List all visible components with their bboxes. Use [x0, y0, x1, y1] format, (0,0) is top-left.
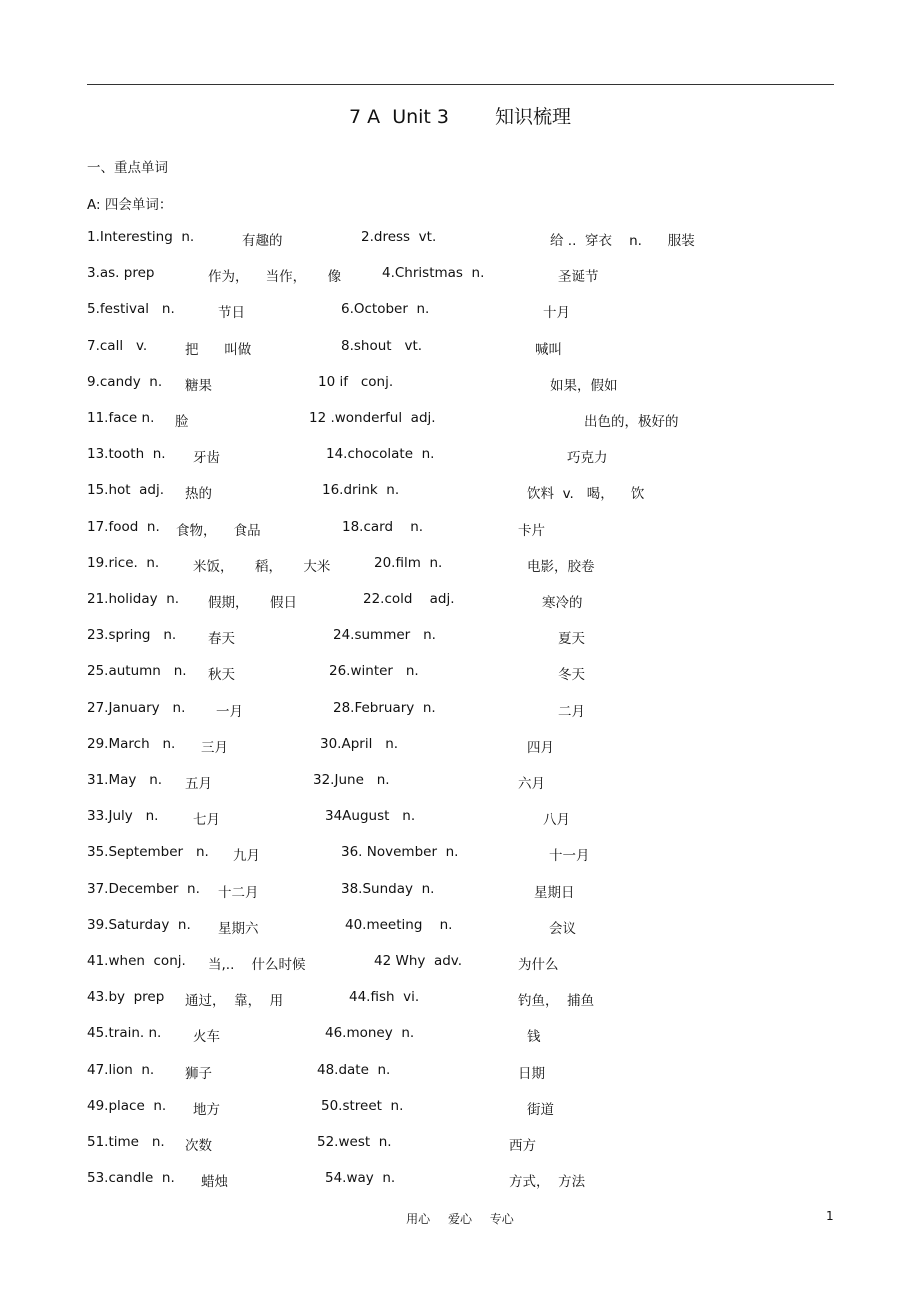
vocab-meaning: 夏天 [558, 631, 585, 648]
vocab-meaning: 十一月 [549, 848, 590, 865]
vocab-row [87, 591, 847, 611]
vocab-word: 22.cold adj. [363, 591, 455, 607]
vocab-word: 47.lion n. [87, 1061, 155, 1078]
vocab-meaning: 米饭， 稻， 大米 [193, 558, 331, 575]
vocab-row [87, 989, 847, 1009]
vocab-word: 39.Saturday n. [87, 916, 191, 933]
vocab-word: 32.June n. [313, 772, 390, 788]
vocab-word: 37.December n. [87, 880, 200, 897]
vocab-word: 14.chocolate n. [326, 446, 435, 463]
page-title [0, 102, 920, 129]
vocab-meaning: 方式， 方法 [509, 1174, 586, 1191]
vocab-row [87, 1025, 847, 1045]
vocab-word: 43.by prep [87, 989, 165, 1006]
vocab-row [87, 555, 847, 575]
vocab-meaning: 把 叫做 [185, 341, 252, 358]
vocab-word: 38.Sunday n. [341, 880, 435, 897]
vocab-meaning: 当,.. 什么时候 [208, 957, 306, 973]
vocab-meaning: 饮料 v. 喝， 饮 [527, 486, 645, 503]
vocab-word: 11.face n. [87, 410, 155, 426]
vocab-word: 31.May n. [87, 772, 163, 788]
vocab-row [87, 736, 847, 756]
vocab-meaning: 作为， 当作， 像 [208, 269, 342, 286]
vocab-word: 48.date n. [317, 1061, 391, 1078]
vocab-word: 53.candle n. [87, 1170, 175, 1187]
vocab-meaning: 火车 [193, 1029, 220, 1046]
vocab-row [87, 953, 847, 973]
vocab-word: 15.hot adj. [87, 482, 165, 499]
title-unit: 7 A Unit 3 [348, 106, 449, 128]
vocab-meaning: 脸 [175, 414, 189, 430]
vocab-word: 33.July n. [87, 808, 159, 825]
vocab-meaning: 西方 [509, 1138, 536, 1154]
vocab-word: 18.card n. [342, 518, 424, 535]
vocab-meaning: 钓鱼， 捕鱼 [518, 993, 595, 1010]
vocab-meaning: 八月 [543, 812, 570, 829]
footer-motto: 用心 爱心 专心 [406, 1212, 514, 1226]
vocab-word: 50.street n. [321, 1097, 404, 1114]
vocab-word: 5.festival n. [87, 301, 175, 318]
header-rule [87, 84, 834, 85]
vocab-meaning: 十二月 [218, 884, 259, 901]
vocab-row [87, 374, 847, 394]
vocab-meaning: 五月 [185, 776, 212, 792]
vocab-word: 19.rice. n. [87, 554, 160, 571]
vocab-word: 54.way n. [325, 1170, 396, 1187]
vocab-word: 16.drink n. [322, 482, 400, 499]
vocab-word: 51.time n. [87, 1134, 165, 1150]
vocab-word: 10 if conj. [318, 373, 394, 390]
vocab-row [87, 1098, 847, 1118]
vocab-row [87, 301, 847, 321]
vocab-row [87, 410, 847, 430]
vocab-word: 23.spring n. [87, 627, 177, 644]
vocab-row [87, 229, 847, 249]
vocab-meaning: 热的 [185, 486, 212, 503]
vocab-word: 24.summer n. [333, 627, 436, 644]
vocab-word: 17.food n. [87, 518, 160, 535]
vocab-meaning: 四月 [527, 739, 554, 756]
vocab-meaning: 寒冷的 [542, 595, 583, 611]
vocab-meaning: 狮子 [185, 1065, 212, 1082]
vocab-meaning: 六月 [518, 776, 545, 792]
vocab-meaning: 蜡烛 [201, 1174, 228, 1191]
vocab-word: 26.winter n. [329, 663, 419, 680]
vocab-meaning: 圣诞节 [558, 269, 599, 286]
vocab-meaning: 二月 [558, 703, 585, 720]
vocab-meaning: 秋天 [208, 667, 235, 684]
vocab-row [87, 1062, 847, 1082]
vocab-word: 40.meeting n. [345, 916, 453, 933]
subsection-heading: A: 四会单词： [87, 197, 173, 213]
vocab-meaning: 通过， 靠， 用 [185, 993, 284, 1010]
vocab-meaning: 星期日 [534, 884, 575, 901]
vocab-row [87, 627, 847, 647]
vocab-word: 8.shout vt. [341, 337, 423, 354]
vocab-meaning: 春天 [208, 631, 235, 648]
vocab-meaning: 星期六 [218, 920, 259, 937]
vocab-word: 30.April n. [320, 735, 399, 752]
vocab-meaning: 冬天 [558, 667, 585, 684]
vocab-row [87, 519, 847, 539]
vocab-meaning: 假期， 假日 [208, 595, 297, 611]
vocab-word: 44.fish vi. [349, 989, 420, 1006]
vocab-word: 41.when conj. [87, 953, 186, 969]
vocab-word: 9.candy n. [87, 373, 163, 390]
vocab-word: 21.holiday n. [87, 591, 180, 607]
vocab-word: 27.January n. [87, 699, 186, 716]
vocab-meaning: 食物， 食品 [176, 522, 261, 539]
vocab-meaning: 为什么 [518, 957, 559, 973]
vocab-word: 29.March n. [87, 735, 176, 752]
vocab-word: 1.Interesting n. [87, 229, 195, 245]
vocab-row [87, 881, 847, 901]
vocab-word: 34August n. [325, 808, 416, 825]
vocab-row [87, 1170, 847, 1190]
vocab-word: 20.film n. [374, 554, 443, 571]
vocab-meaning: 日期 [518, 1065, 545, 1082]
vocab-row [87, 482, 847, 502]
vocab-meaning: 牙齿 [193, 450, 220, 467]
vocab-row [87, 917, 847, 937]
title-topic: 知识梳理 [495, 106, 572, 128]
vocab-word: 28.February n. [333, 699, 436, 716]
vocab-meaning: 节日 [218, 305, 245, 322]
vocab-meaning: 出色的，极好的 [584, 414, 679, 430]
vocab-word: 12 .wonderful adj. [309, 410, 436, 426]
vocab-meaning: 九月 [233, 848, 260, 865]
page-number: 1 [826, 1209, 834, 1223]
vocab-row [87, 772, 847, 792]
vocab-word: 25.autumn n. [87, 663, 187, 680]
vocab-word: 49.place n. [87, 1097, 167, 1114]
vocab-meaning: 巧克力 [567, 450, 608, 467]
vocab-word: 35.September n. [87, 844, 209, 861]
vocab-meaning: 钱 [527, 1029, 541, 1046]
vocab-word: 6.October n. [341, 301, 430, 318]
vocab-word: 13.tooth n. [87, 446, 166, 463]
vocab-word: 45.train. n. [87, 1025, 162, 1042]
vocab-row [87, 844, 847, 864]
vocab-meaning: 街道 [527, 1101, 554, 1118]
vocab-word: 7.call v. [87, 337, 148, 354]
vocab-word: 46.money n. [325, 1025, 415, 1042]
vocab-meaning: 会议 [549, 920, 576, 937]
vocab-word: 52.west n. [317, 1134, 392, 1150]
vocab-word: 36. November n. [341, 844, 459, 861]
vocab-row [87, 338, 847, 358]
vocab-word: 3.as. prep [87, 265, 155, 282]
vocab-row [87, 700, 847, 720]
vocab-meaning: 十月 [543, 305, 570, 322]
vocab-meaning: 七月 [193, 812, 220, 829]
vocab-row [87, 808, 847, 828]
vocab-row [87, 1134, 847, 1154]
vocab-meaning: 三月 [201, 739, 228, 756]
vocab-meaning: 地方 [193, 1101, 220, 1118]
vocab-meaning: 如果，假如 [550, 377, 618, 394]
vocab-meaning: 卡片 [518, 522, 545, 539]
vocab-meaning: 次数 [185, 1138, 212, 1154]
vocab-meaning: 喊叫 [535, 341, 562, 358]
vocab-meaning: 糖果 [185, 377, 212, 394]
vocab-word: 42 Why adv. [374, 953, 463, 969]
vocab-meaning: 有趣的 [242, 233, 283, 249]
vocab-meaning: 给 .. 穿衣 n. 服装 [550, 233, 695, 249]
vocab-row [87, 663, 847, 683]
vocab-row [87, 446, 847, 466]
vocab-meaning: 电影，胶卷 [527, 558, 595, 575]
vocab-meaning: 一月 [216, 703, 243, 720]
vocab-row [87, 265, 847, 285]
section-heading: 一、重点单词 [87, 160, 168, 176]
vocab-word: 2.dress vt. [361, 229, 437, 245]
vocab-word: 4.Christmas n. [382, 265, 485, 282]
